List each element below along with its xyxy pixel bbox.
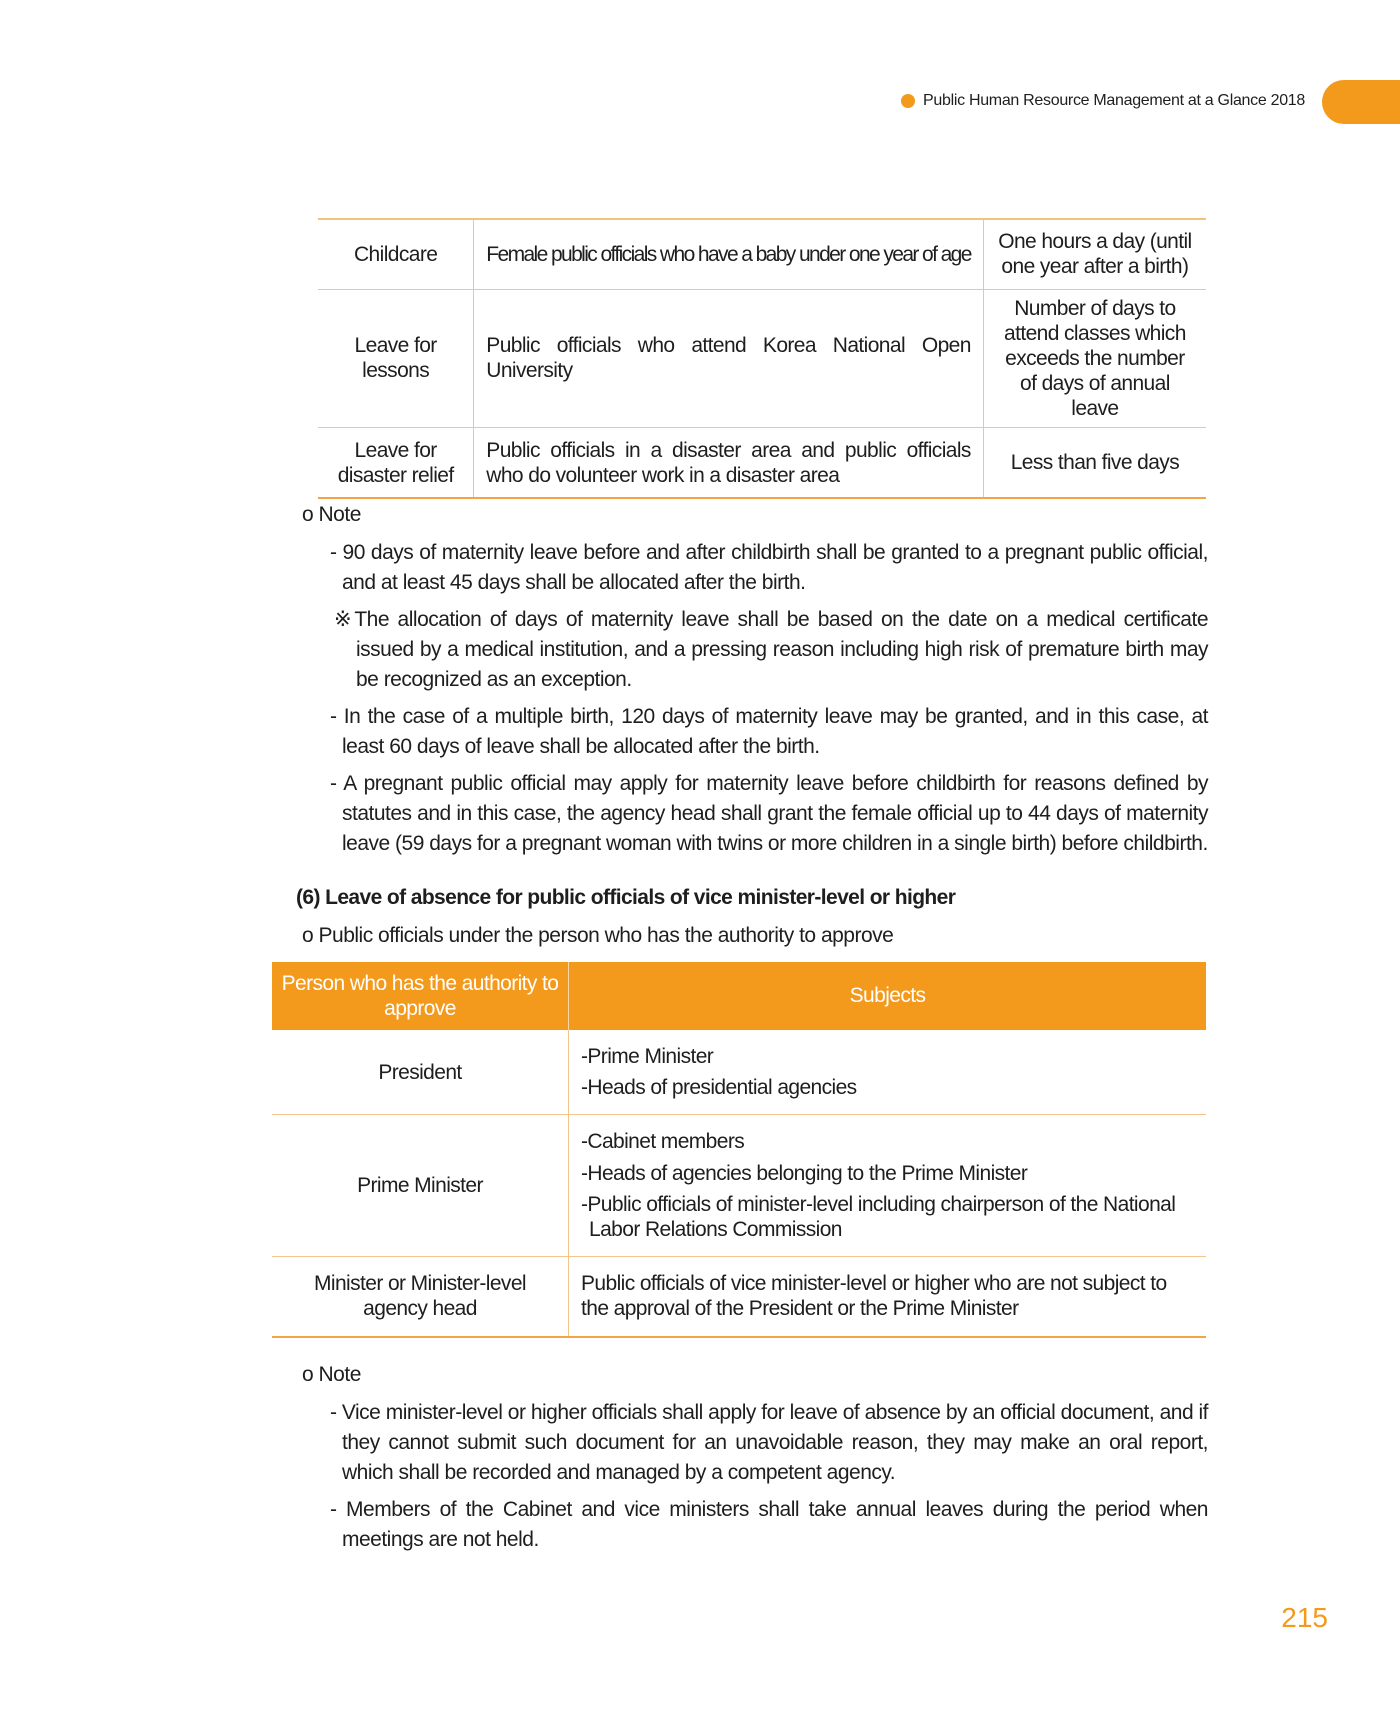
duration-cell: Less than five days (983, 428, 1206, 498)
subjects-cell (569, 1030, 1207, 1115)
authority-cell: Minister or Minister-level agency head (314, 1272, 526, 1321)
note-item: - Vice minister-level or higher officials shall apply for leave of absence by an official document, and if they cannot submit such document for an unavoidable reason, they may make an oral report, which shall be recorded and managed by a competent agency. (330, 1401, 1208, 1484)
note-heading: o Note (302, 503, 361, 526)
duration-cell: Number of days to attend classes which exceeds the number of days of annual leave (983, 289, 1206, 428)
subjects-cell (569, 1115, 1207, 1257)
maternity-note (302, 500, 1208, 866)
table-row (272, 1257, 1206, 1337)
page-number: 215 (1281, 1602, 1328, 1633)
eligible-cell: Female public officials who have a baby under one year of age (474, 219, 984, 289)
note-item: - A pregnant public official may apply for maternity leave before childbirth for reasons defined by statutes and in this case, the agency head shall grant the female official up to 44 days of maternity leave (59 days for a pregnant woman with twins or more children in a single birth) before childbirth. (330, 772, 1208, 855)
column-header-subjects: Subjects (569, 962, 1207, 1030)
note-heading: o Note (302, 1363, 361, 1386)
table-row (272, 1115, 1206, 1257)
table-row (318, 428, 1206, 498)
duration-cell: One hours a day (until one year after a birth) (983, 219, 1206, 289)
note-item: - In the case of a multiple birth, 120 days of maternity leave may be granted, and in this case, at least 60 days of leave shall be allocated after the birth. (330, 705, 1208, 758)
running-header (901, 92, 1305, 110)
note-reference: ※The allocation of days of maternity leave shall be based on the date on a medical certificate issued by a medical institution, and a pressing reason including high risk of premature birth may be recognized as an exception. (334, 608, 1208, 691)
leave-type-cell: Childcare (318, 219, 474, 289)
note-item: - Members of the Cabinet and vice ministers shall take annual leaves during the period when meetings are not held. (330, 1498, 1208, 1551)
table-row (272, 1030, 1206, 1115)
eligible-cell: Public officials in a disaster area and public officials who do volunteer work in a disaster area (474, 428, 984, 498)
leave-types-table (318, 218, 1206, 499)
leave-type-cell: Leave for disaster relief (337, 438, 454, 487)
approval-authority-table (272, 962, 1206, 1338)
bullet-dot-icon (901, 94, 915, 108)
subject-item: -Heads of agencies belonging to the Prime Minister (581, 1161, 1028, 1185)
section-title: (6) Leave of absence for public officials of vice minister-level or higher (296, 886, 956, 909)
subject-item: -Public officials of minister-level including chairperson of the National Labor Relations Commission (581, 1192, 1176, 1241)
note-item: - 90 days of maternity leave before and after childbirth shall be granted to a pregnant public official, and at least 45 days shall be allocated after the birth. (330, 541, 1208, 594)
table-header-row (272, 962, 1206, 1030)
eligible-cell: Public officials who attend Korea National Open University (474, 289, 984, 428)
authority-cell: Prime Minister (272, 1115, 569, 1257)
vice-minister-note (302, 1360, 1208, 1562)
subjects-cell (569, 1257, 1207, 1337)
authority-cell: President (272, 1030, 569, 1115)
section-subtitle: o Public officials under the person who has the authority to approve (302, 924, 894, 947)
subject-item: -Cabinet members (581, 1130, 745, 1154)
subject-item: Public officials of vice minister-level or higher who are not subject to the approval of the President or the Prime Minister (581, 1272, 1167, 1321)
table-row (318, 289, 1206, 428)
subject-item: -Heads of presidential agencies (581, 1076, 857, 1100)
chapter-tab (1322, 80, 1400, 124)
leave-type-cell: Leave for lessons (318, 289, 474, 428)
subject-item: -Prime Minister (581, 1045, 714, 1068)
table-row (318, 219, 1206, 289)
running-header-title: Public Human Resource Management at a Glance 2018 (923, 92, 1305, 109)
column-header-authority: Person who has the authority to approve (272, 962, 569, 1030)
